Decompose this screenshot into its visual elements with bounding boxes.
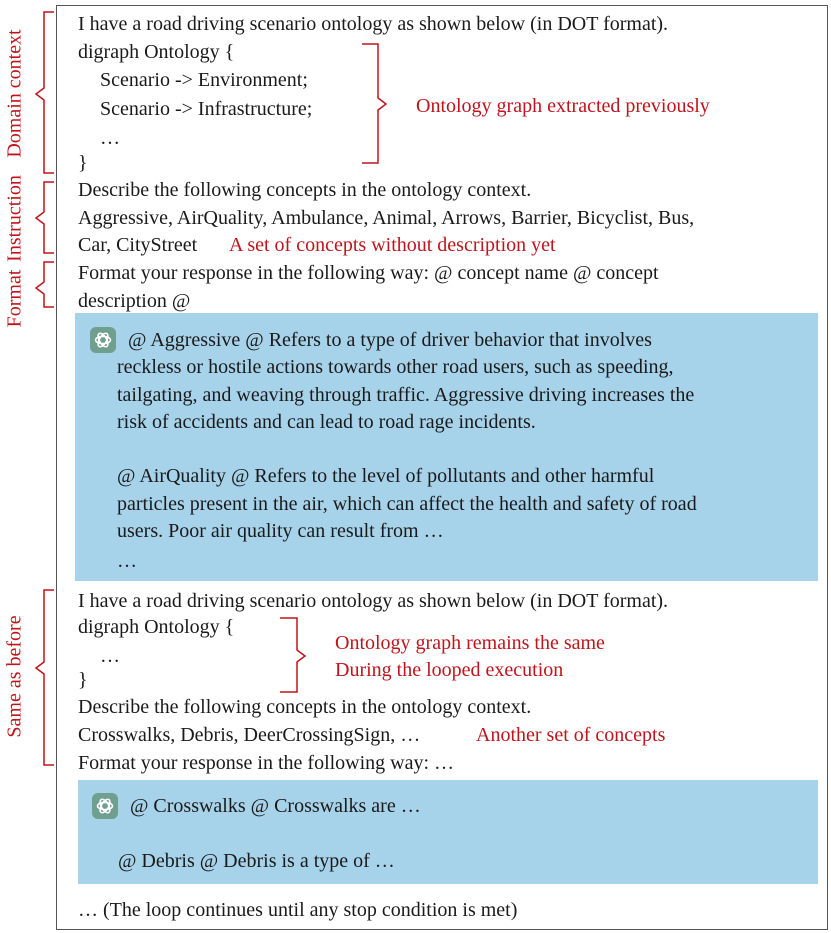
prompt1-edge-infrastructure: Scenario -> Infrastructure;	[100, 98, 313, 120]
annotation-graph-same: Ontology graph remains the same	[335, 632, 605, 654]
response1-line: @ AirQuality @ Refers to the level of pollutants and other harmful	[117, 465, 655, 487]
label-domain-context: Domain context	[3, 29, 26, 158]
prompt1-ellipsis: …	[100, 127, 120, 149]
brace-graph-same	[280, 618, 305, 692]
prompt1-instruction: Describe the following concepts in the ontology context.	[78, 179, 532, 201]
prompt2-digraph-open: digraph Ontology {	[78, 616, 235, 638]
prompt1-concepts-cont: Car, CityStreet	[78, 234, 198, 256]
loop-footer: … (The loop continues until any stop condition is met)	[78, 899, 518, 921]
brace-ontology-graph	[362, 44, 386, 163]
prompt1-digraph-open: digraph Ontology {	[78, 41, 235, 63]
prompt2-format: Format your response in the following way: …	[78, 752, 455, 774]
prompt1-digraph-close: }	[78, 152, 88, 174]
label-same-as-before: Same as before	[3, 615, 26, 738]
annotation-ontology-graph: Ontology graph extracted previously	[416, 95, 710, 117]
response1-ellipsis: …	[117, 550, 137, 572]
response1-line: users. Poor air quality can result from …	[117, 520, 444, 542]
response1-line: particles present in the air, which can affect the health and safety of road	[117, 493, 697, 515]
prompt1-concepts: Aggressive, AirQuality, Ambulance, Animal, Arrows, Barrier, Bicyclist, Bus,	[78, 207, 695, 229]
label-instruction: Instruction	[3, 175, 26, 262]
response1-line: @ Aggressive @ Refers to a type of driver behavior that involves	[128, 329, 652, 351]
prompt2-instruction: Describe the following concepts in the ontology context.	[78, 696, 532, 718]
prompt2-intro: I have a road driving scenario ontology as shown below (in DOT format).	[78, 590, 669, 612]
prompt1-intro: I have a road driving scenario ontology as shown below (in DOT format).	[78, 13, 669, 35]
prompt2-ellipsis: …	[100, 645, 120, 667]
brace-format	[36, 262, 54, 307]
prompt2-concepts: Crosswalks, Debris, DeerCrossingSign, …	[78, 724, 421, 746]
annotation-concept-set: A set of concepts without description yet	[229, 234, 556, 256]
response2-line: @ Debris @ Debris is a type of …	[118, 850, 395, 872]
brace-domain-context	[36, 12, 54, 173]
prompt2-digraph-close: }	[78, 669, 88, 691]
brace-same-as-before	[36, 590, 54, 765]
annotation-another-set: Another set of concepts	[476, 724, 666, 746]
brace-instruction	[36, 182, 54, 253]
response1-line: tailgating, and weaving through traffic. Aggressive driving increases the	[117, 384, 695, 406]
prompt1-format-cont: description @	[78, 290, 191, 312]
prompt1-edge-environment: Scenario -> Environment;	[100, 69, 308, 91]
prompt1-format: Format your response in the following way: @ concept name @ concept	[78, 262, 659, 284]
response1-line: reckless or hostile actions towards other road users, such as speeding,	[117, 356, 674, 378]
annotation-looped-execution: During the looped execution	[335, 659, 564, 681]
label-format: Format	[3, 269, 26, 328]
response2-line: @ Crosswalks @ Crosswalks are …	[130, 795, 421, 817]
response1-line: risk of accidents and can lead to road rage incidents.	[117, 411, 536, 433]
